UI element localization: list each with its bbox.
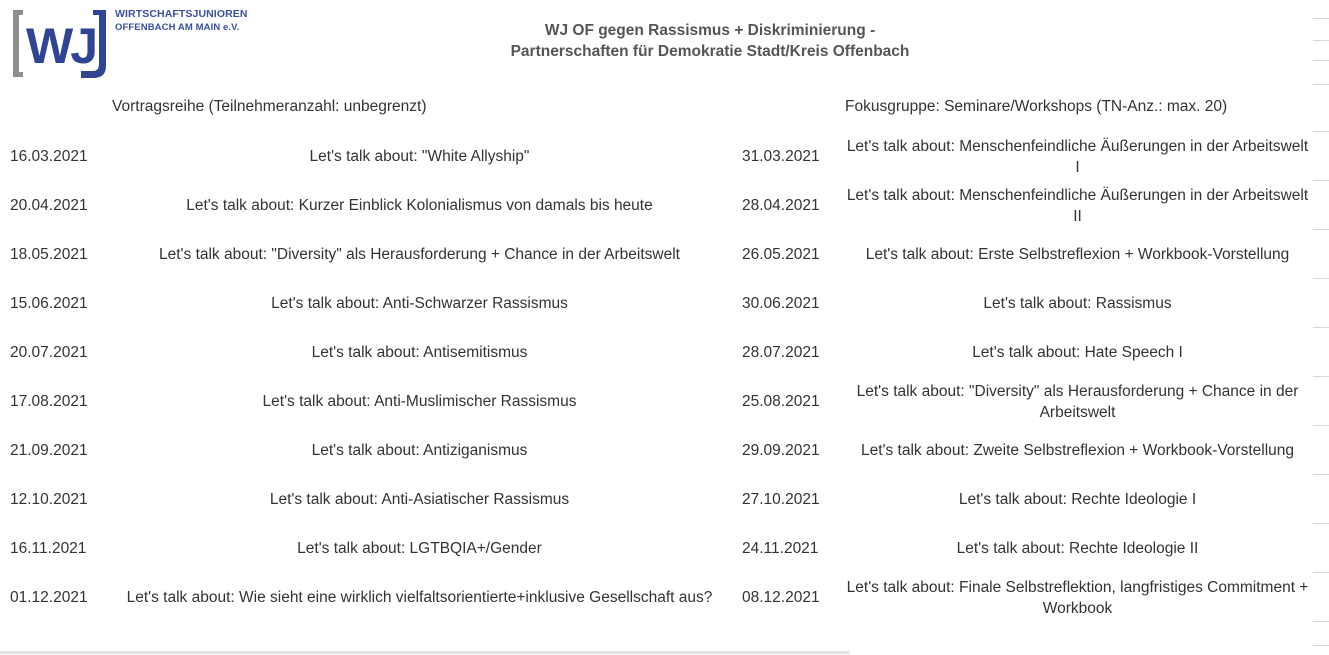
logo-mark: WJ <box>26 18 95 74</box>
lecture-title-text: Let's talk about: Anti-Schwarzer Rassismus <box>271 295 568 312</box>
gridline <box>1313 572 1329 573</box>
workshop-date-text: 28.04.2021 <box>742 197 820 214</box>
workshop-date <box>742 328 842 377</box>
workshop-date-text: 26.05.2021 <box>742 246 820 263</box>
lecture-title-text: Let's talk about: Antisemitismus <box>311 344 528 361</box>
workshop-date <box>742 181 842 230</box>
workshop-date <box>742 132 842 181</box>
lecture-date <box>10 377 110 426</box>
workshop-date <box>742 230 842 279</box>
lecture-title <box>112 524 727 573</box>
workshop-title-text: Let's talk about: Rassismus <box>983 295 1172 312</box>
gridline <box>1313 425 1329 426</box>
lecture-date-text: 17.08.2021 <box>10 393 88 410</box>
workshop-date-text: 25.08.2021 <box>742 393 820 410</box>
table-row <box>0 475 1310 524</box>
gridline <box>1313 84 1329 85</box>
lecture-title <box>112 377 727 426</box>
gridline <box>1313 327 1329 328</box>
lecture-title <box>112 132 727 181</box>
lecture-date <box>10 230 110 279</box>
lecture-title-text: Let's talk about: Anti-Asiatischer Rassismus <box>269 491 570 508</box>
workshop-title-text: Let's talk about: Rechte Ideologie I <box>958 491 1197 508</box>
workshop-date <box>742 475 842 524</box>
lecture-date-text: 15.06.2021 <box>10 295 88 312</box>
gridline <box>1313 18 1329 19</box>
workshop-date <box>742 524 842 573</box>
lecture-date <box>10 328 110 377</box>
gridline <box>1313 131 1329 132</box>
table-row <box>0 426 1310 475</box>
workshop-title-text: Let's talk about: Zweite Selbstreflexion + Workbook-Vorstellung <box>860 442 1295 459</box>
logo-line1: WIRTSCHAFTSJUNIOREN <box>115 8 248 20</box>
workshop-title-text: Let's talk about: Menschenfeindliche Äußerungen in der Arbeitswelt I <box>846 137 1309 176</box>
lecture-date <box>10 524 110 573</box>
workshop-title <box>845 524 1310 573</box>
workshop-title-text: Let's talk about: Menschenfeindliche Äußerungen in der Arbeitswelt II <box>846 186 1309 225</box>
title-line1: WJ OF gegen Rassismus + Diskriminierung - <box>544 22 876 39</box>
lecture-title-text: Let's talk about: "White Allyship" <box>309 148 530 165</box>
lecture-title-text: Let's talk about: Wie sieht eine wirklich vielfaltsorientierte+inklusive Gesellschaft aus? <box>126 589 713 606</box>
lecture-date-text: 21.09.2021 <box>10 442 88 459</box>
gridline <box>1313 180 1329 181</box>
lecture-date-text: 20.07.2021 <box>10 344 88 361</box>
title-line2: Partnerschaften für Demokratie Stadt/Kreis Offenbach <box>510 43 910 60</box>
workshop-date <box>742 573 842 622</box>
table-row <box>0 524 1310 573</box>
lecture-title-text: Let's talk about: Antiziganismus <box>311 442 528 459</box>
workshop-title-text: Let's talk about: Rechte Ideologie II <box>956 540 1199 557</box>
lecture-title-text: Let's talk about: Kurzer Einblick Kolonialismus von damals bis heute <box>186 197 653 214</box>
wj-logo-icon <box>11 8 111 80</box>
lecture-title <box>112 426 727 475</box>
workshop-date <box>742 377 842 426</box>
workshop-date-text: 24.11.2021 <box>742 540 819 557</box>
lecture-date-text: 12.10.2021 <box>10 491 88 508</box>
workshop-date-text: 28.07.2021 <box>742 344 820 361</box>
workshop-title-text: Let's talk about: Erste Selbstreflexion + Workbook-Vorstellung <box>865 246 1290 263</box>
workshop-title <box>845 377 1310 426</box>
sheet-gridlines <box>1309 0 1329 655</box>
workshop-title-text: Let's talk about: "Diversity" als Herausforderung + Chance in der Arbeitswelt <box>856 382 1299 421</box>
table-row <box>0 279 1310 328</box>
lecture-title <box>112 328 727 377</box>
workshop-date-text: 08.12.2021 <box>742 589 820 606</box>
lecture-title <box>112 475 727 524</box>
lecture-date-text: 16.03.2021 <box>10 148 88 165</box>
table-row <box>0 573 1310 622</box>
gridline <box>1313 60 1329 61</box>
lecture-title <box>112 573 727 622</box>
workshop-title <box>845 573 1310 622</box>
lecture-date <box>10 475 110 524</box>
lecture-title-text: Let's talk about: Anti-Muslimischer Rassismus <box>262 393 577 410</box>
logo <box>11 8 271 80</box>
workshop-title <box>845 230 1310 279</box>
lecture-title-text: Let's talk about: LGTBQIA+/Gender <box>297 540 542 557</box>
gridline <box>1313 376 1329 377</box>
workshop-title <box>845 426 1310 475</box>
lecture-series-heading: Vortragsreihe (Teilnehmeranzahl: unbegrenzt) <box>112 98 427 115</box>
lecture-date <box>10 181 110 230</box>
workshop-title-text: Let's talk about: Hate Speech I <box>972 344 1183 361</box>
lecture-title <box>112 230 727 279</box>
logo-line2: OFFENBACH AM MAIN e.V. <box>115 22 240 33</box>
workshop-title <box>845 181 1310 230</box>
workshop-date <box>742 279 842 328</box>
workshop-date-text: 29.09.2021 <box>742 442 820 459</box>
gridline <box>1313 229 1329 230</box>
table-row <box>0 181 1310 230</box>
gridline <box>1313 278 1329 279</box>
lecture-date <box>10 132 110 181</box>
lecture-title <box>112 279 727 328</box>
gridline <box>1313 523 1329 524</box>
lecture-title-text: Let's talk about: "Diversity" als Herausforderung + Chance in der Arbeitswelt <box>159 246 680 263</box>
workshop-title <box>845 475 1310 524</box>
lecture-date <box>10 426 110 475</box>
workshop-title <box>845 328 1310 377</box>
table-row <box>0 328 1310 377</box>
lecture-date-text: 18.05.2021 <box>10 246 88 263</box>
gridline <box>1313 474 1329 475</box>
lecture-date-text: 01.12.2021 <box>10 589 88 606</box>
lecture-title <box>112 181 727 230</box>
horizontal-scrollbar[interactable] <box>0 651 850 654</box>
workshop-title <box>845 132 1310 181</box>
lecture-date <box>10 279 110 328</box>
table-row <box>0 377 1310 426</box>
gridline <box>1313 621 1329 622</box>
lecture-date <box>10 573 110 622</box>
workshop-date <box>742 426 842 475</box>
lecture-date-text: 20.04.2021 <box>10 197 88 214</box>
gridline <box>1313 40 1329 41</box>
table-row <box>0 230 1310 279</box>
table-row <box>0 132 1310 181</box>
workshop-date-text: 30.06.2021 <box>742 295 820 312</box>
lecture-date-text: 16.11.2021 <box>10 540 87 557</box>
workshop-date-text: 27.10.2021 <box>742 491 820 508</box>
gridline <box>1313 645 1329 646</box>
focus-group-heading: Fokusgruppe: Seminare/Workshops (TN-Anz.: max. 20) <box>845 98 1228 115</box>
page-title <box>440 20 980 62</box>
workshop-title <box>845 279 1310 328</box>
workshop-title-text: Let's talk about: Finale Selbstreflektion, langfristiges Commitment + Workbook <box>846 578 1309 617</box>
workshop-date-text: 31.03.2021 <box>742 148 820 165</box>
